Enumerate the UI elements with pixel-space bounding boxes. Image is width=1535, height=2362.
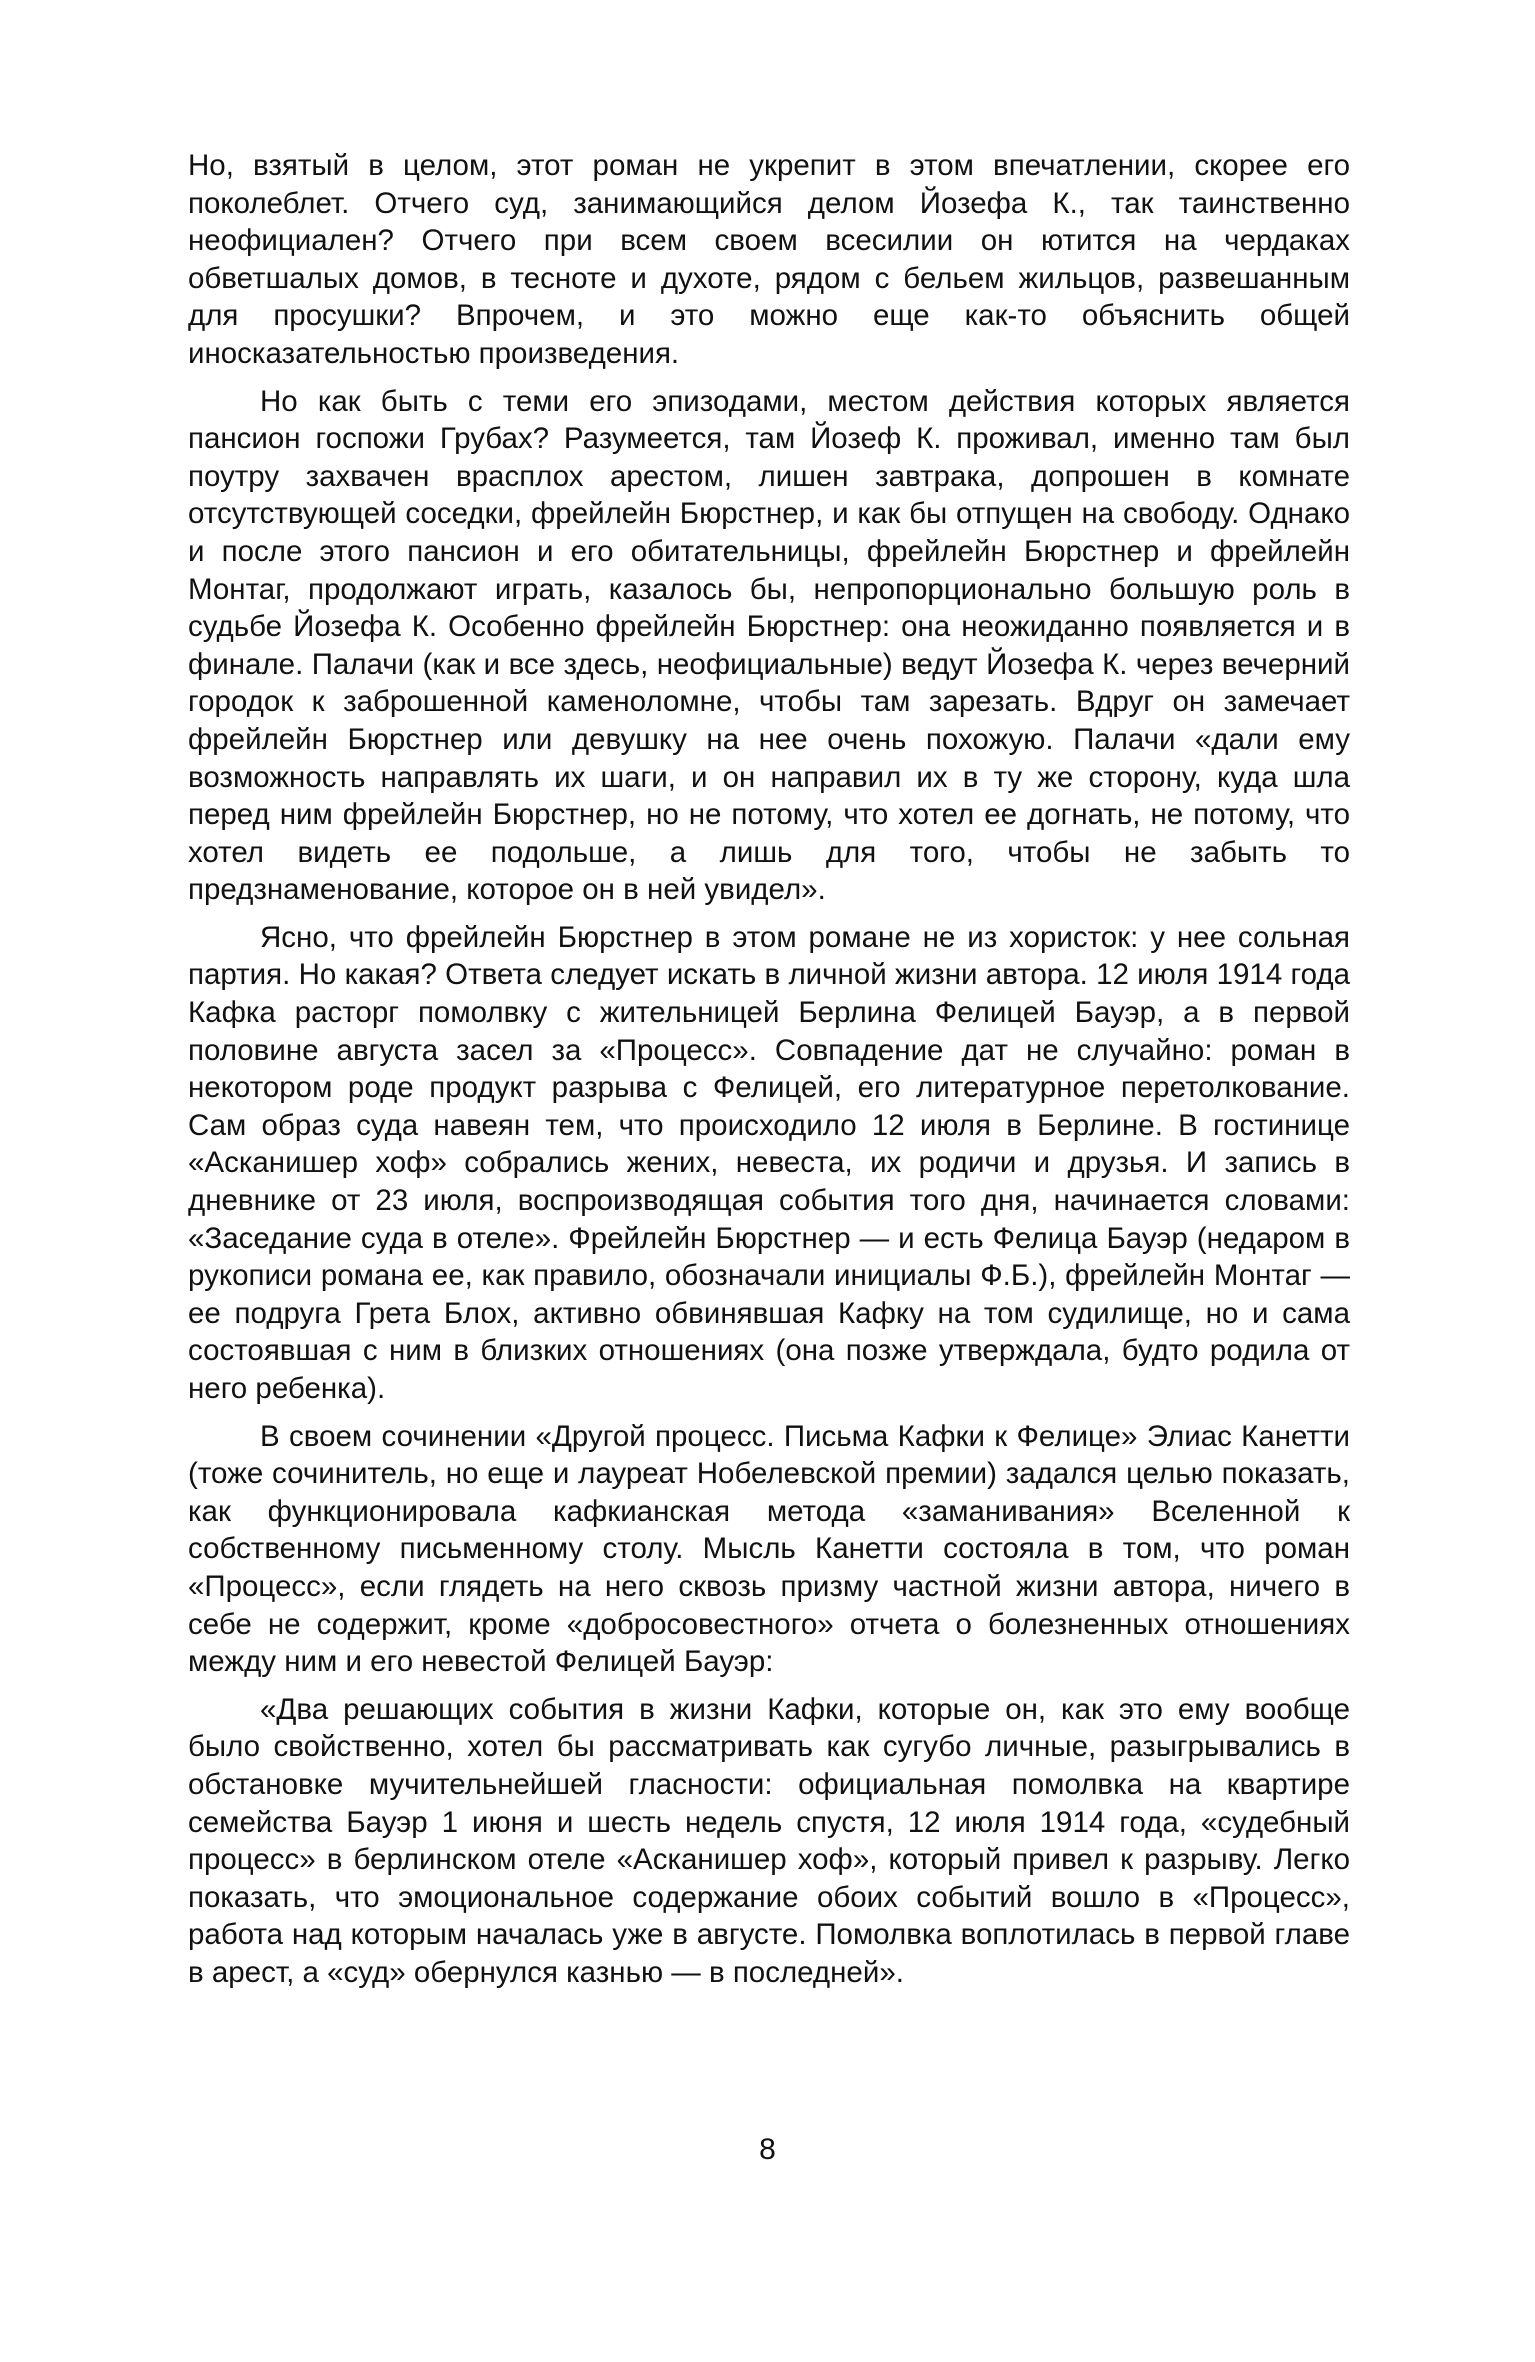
paragraph-5-quote: «Два решающих события в жизни Кафки, которые он, как это ему вообще было свойственно, хотел бы рассматривать как сугубо личные, разыгрывались в обстановке мучительнейшей гласности: официальная помолвка на квартире семейства Бауэр 1 июня и шесть недель спустя, 12 июля 1914 года, «судебный процесс» в берлинском отеле «Асканишер хоф», который привел к разрыву. Легко показать, что эмоциональное содержание обоих событий вошло в «Процесс», работа над которым началась уже в августе. Помолвка воплотилась в первой главе в арест, а «суд» обернулся казнью — в последней».	[188, 1692, 1350, 1989]
paragraph-4: В своем сочинении «Другой процесс. Письма Кафки к Фелице» Элиас Канетти (тоже сочинитель, но еще и лауреат Нобелевской премии) задался целью показать, как функционировала кафкианская метода «заманивания» Вселенной к собственному письменному столу. Мысль Канетти состояла в том, что роман «Процесс», если глядеть на него сквозь призму частной жизни автора, ничего в себе не содержит, кроме «добросовестного» отчета о болезненных отношениях между ним и его невестой Фелицей Бауэр:	[188, 1419, 1350, 1679]
page-number: 8	[759, 2133, 776, 2166]
paragraph-3: Ясно, что фрейлейн Бюрстнер в этом романе не из хористок: у нее сольная партия. Но какая? Ответа следует искать в личной жизни автора. 12 июля 1914 года Кафка расторг помолвку с жительницей Берлина Фелицей Бауэр, а в первой половине августа засел за «Процесс». Совпадение дат не случайно: роман в некотором роде продукт разрыва с Фелицей, его литературное перетолкование. Сам образ суда навеян тем, что происходило 12 июля в Берлине. В гостинице «Асканишер хоф» собрались жених, невеста, их родичи и друзья. И запись в дневнике от 23 июля, воспроизводящая события того дня, начинается словами: «Заседание суда в отеле». Фрейлейн Бюрстнер — и есть Фелица Бауэр (недаром в рукописи романа ее, как правило, обозначали инициалы Ф.Б.), фрейлейн Монтаг — ее подруга Грета Блох, активно обвинявшая Кафку на том судилище, но и сама состоявшая с ним в близких отношениях (она позже утверждала, будто родила от него ребенка).	[188, 920, 1350, 1405]
page-body	[188, 147, 1350, 2002]
paragraph-1: Но, взятый в целом, этот роман не укрепит в этом впечатлении, скорее его поколеблет. Отчего суд, занимающийся делом Йозефа К., так таинственно неофициален? Отчего при всем своем всесилии он ютится на чердаках обветшалых домов, в тесноте и духоте, рядом с бельем жильцов, развешанным для просушки? Впрочем, и это можно еще как-то объяснить общей иносказательностью произведения.	[188, 149, 1350, 370]
paragraph-2: Но как быть с теми его эпизодами, местом действия которых является пансион госпожи Грубах? Разумеется, там Йозеф К. проживал, именно там был поутру захвачен врасплох арестом, лишен завтрака, допрошен в комнате отсутствующей соседки, фрейлейн Бюрстнер, и как бы отпущен на свободу. Однако и после этого пансион и его обитательницы, фрейлейн Бюрстнер и фрейлейн Монтаг, продолжают играть, казалось бы, непропорционально большую роль в судьбе Йозефа К. Особенно фрейлейн Бюрстнер: она неожиданно появляется и в финале. Палачи (как и все здесь, неофициальные) ведут Йозефа К. через вечерний городок к заброшенной каменоломне, чтобы там зарезать. Вдруг он замечает фрейлейн Бюрстнер или девушку на нее очень похожую. Палачи «дали ему возможность направлять их шаги, и он направил их в ту же сторону, куда шла перед ним фрейлейн Бюрстнер, но не потому, что хотел ее догнать, не потому, что хотел видеть ее подольше, а лишь для того, чтобы не забыть то предзнаменование, которое он в ней увидел».	[188, 384, 1350, 907]
